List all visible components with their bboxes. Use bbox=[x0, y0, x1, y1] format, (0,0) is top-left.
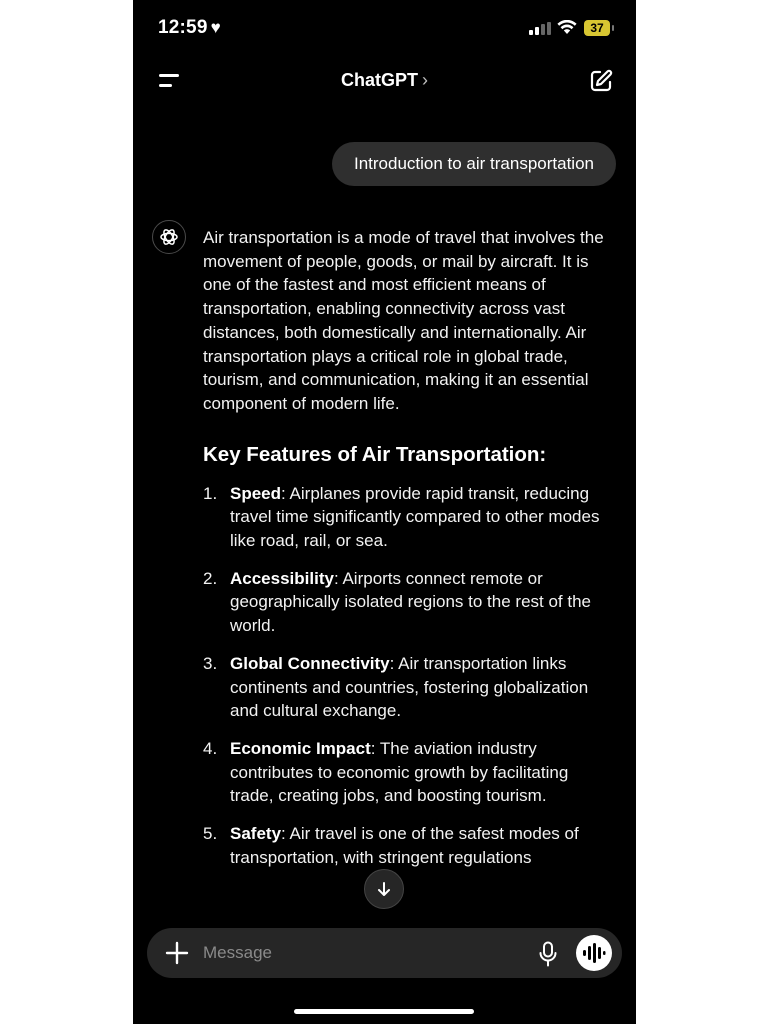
item-text: : The aviation industry contributes to economic growth by facilitating trade, creating jobs, and boosting tourism. bbox=[230, 738, 569, 806]
item-text: : Air transportation links continents and countries, fostering globalization and cultural exchange. bbox=[230, 653, 589, 721]
phone-screen bbox=[133, 0, 636, 1024]
item-text: : Airplanes provide rapid transit, reducing travel time significantly compared to other modes like road, rail, or sea. bbox=[230, 483, 600, 551]
list-number: 4. bbox=[203, 738, 218, 758]
model-selector[interactable] bbox=[133, 70, 636, 91]
voice-mode-button[interactable] bbox=[576, 935, 612, 971]
arrow-down-icon bbox=[376, 881, 392, 897]
item-title: Safety bbox=[230, 824, 282, 844]
item-text: : Air travel is one of the safest modes of transportation, with stringent regulations bbox=[230, 824, 579, 867]
list-number: 2. bbox=[203, 568, 218, 588]
status-time bbox=[158, 17, 221, 39]
battery-level: 37 bbox=[584, 20, 610, 36]
plus-icon[interactable] bbox=[165, 941, 189, 965]
item-text: : Airports connect remote or geographically isolated regions to the rest of the world. bbox=[230, 568, 592, 636]
chevron-right-icon: › bbox=[422, 70, 428, 90]
item-title: Speed bbox=[230, 483, 282, 503]
message-input[interactable] bbox=[203, 928, 523, 978]
voice-wave-icon bbox=[582, 943, 606, 963]
battery-tip bbox=[612, 25, 614, 31]
list-item bbox=[203, 482, 608, 553]
list-number: 5. bbox=[203, 824, 218, 844]
signal-icon bbox=[529, 22, 551, 35]
assistant-avatar bbox=[152, 220, 186, 254]
heart-icon: ♥ bbox=[210, 18, 221, 37]
status-bar bbox=[133, 0, 636, 56]
assistant-intro: Air transportation is a mode of travel that involves the movement of people, goods, or mail by aircraft. It is one of the fastest and most efficient means of transportation, enabling connectivity across vast distances, both domestically and internationally. Air transportation plays a critical role in global trade, tourism, and communication, making it an essential component of modern life. bbox=[203, 228, 604, 413]
scroll-to-bottom-button[interactable] bbox=[364, 869, 404, 909]
page-title: ChatGPT bbox=[340, 70, 418, 90]
mic-icon[interactable] bbox=[538, 941, 558, 967]
user-message-bubble: Introduction to air transportation bbox=[332, 142, 616, 186]
list-number: 3. bbox=[203, 653, 218, 673]
home-indicator[interactable] bbox=[294, 1009, 474, 1014]
list-number: 1. bbox=[203, 483, 218, 503]
feature-list bbox=[203, 482, 608, 870]
openai-logo-icon bbox=[159, 227, 179, 247]
section-heading: Key Features of Air Transportation: bbox=[203, 442, 547, 466]
list-item bbox=[203, 737, 608, 808]
list-item bbox=[203, 567, 608, 638]
list-item bbox=[203, 822, 608, 869]
list-item bbox=[203, 652, 608, 723]
item-title: Global Connectivity bbox=[230, 653, 390, 673]
item-title: Economic Impact bbox=[230, 738, 371, 758]
item-title: Accessibility bbox=[230, 568, 334, 588]
assistant-message bbox=[203, 226, 608, 883]
time-text: 12:59 bbox=[158, 17, 208, 38]
message-composer bbox=[147, 928, 622, 978]
chat-header bbox=[133, 60, 636, 104]
wifi-icon bbox=[557, 20, 577, 35]
compose-icon[interactable] bbox=[589, 69, 613, 93]
